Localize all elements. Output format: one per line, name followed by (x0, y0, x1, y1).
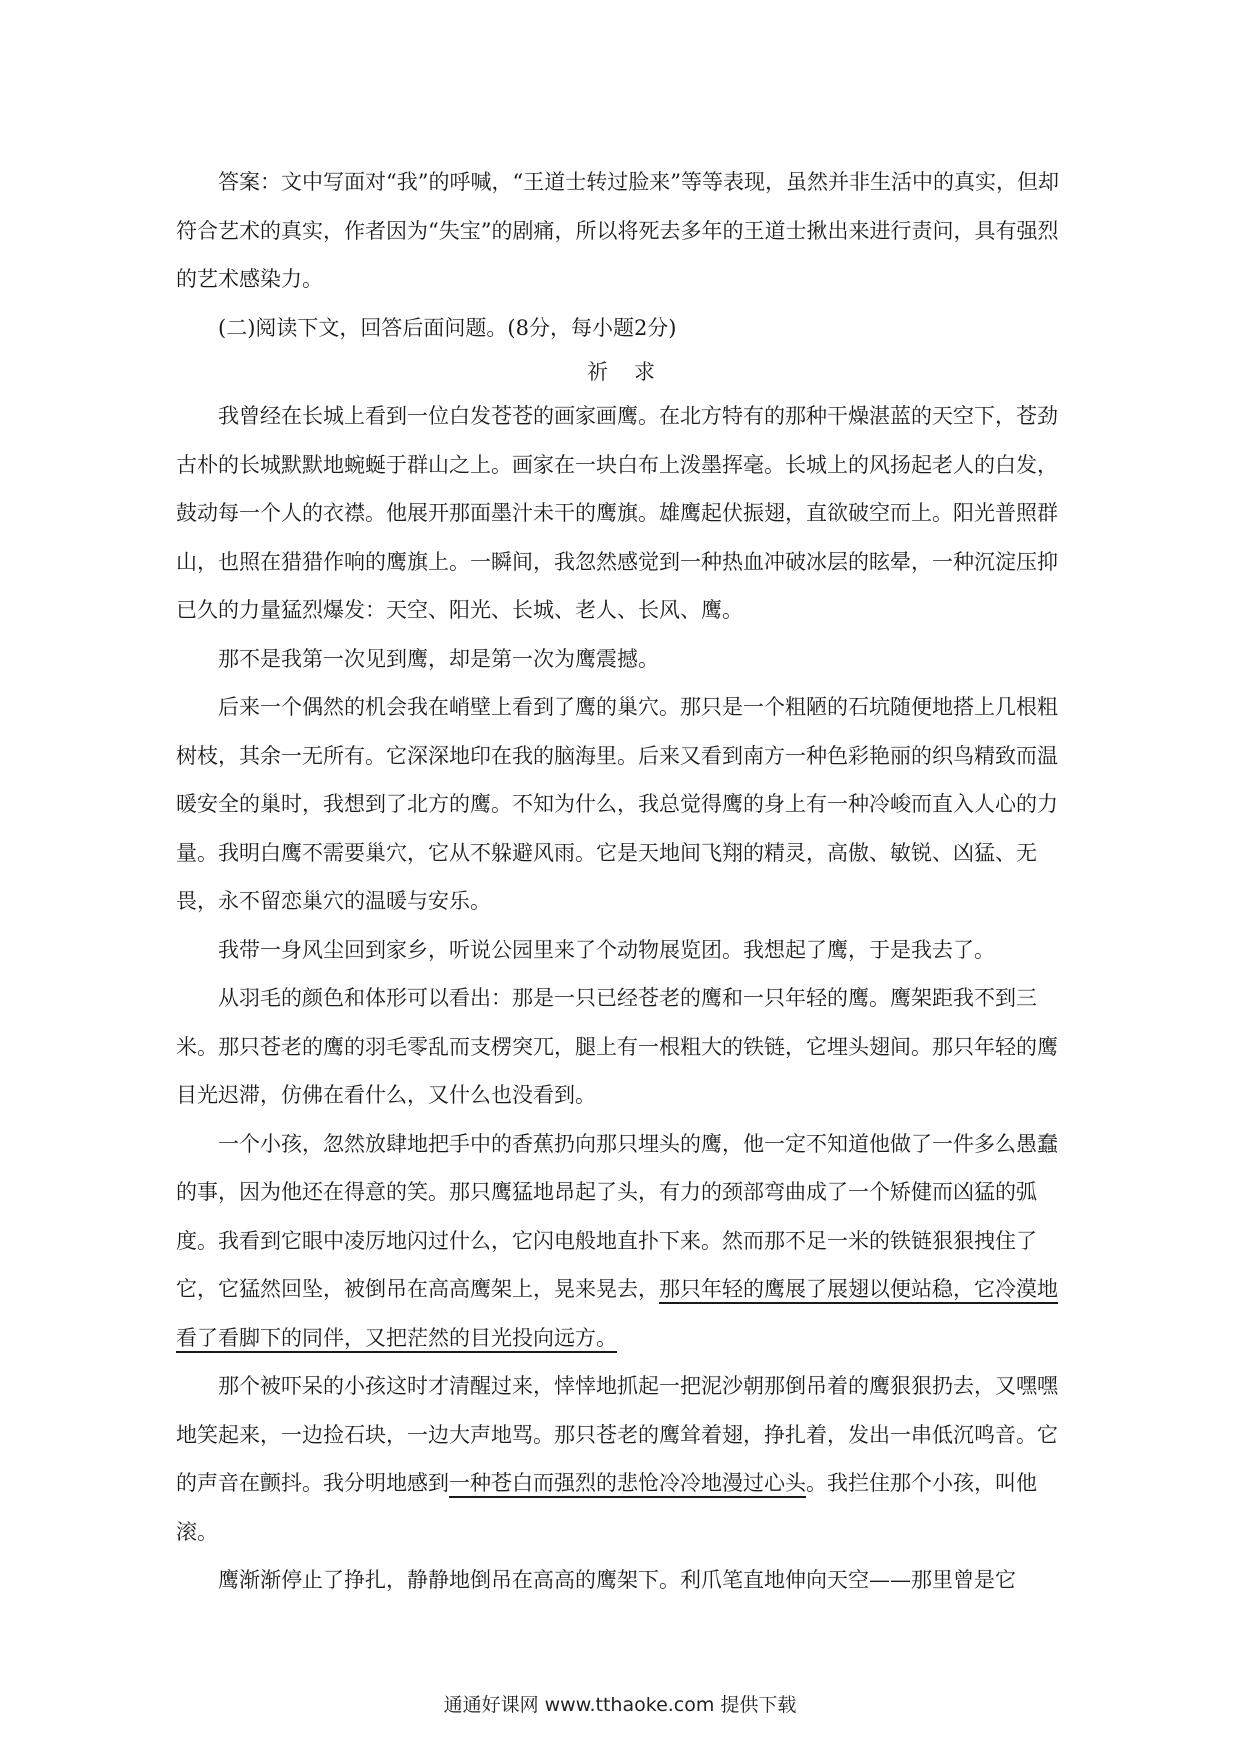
passage-paragraph-3: 后来一个偶然的机会我在峭壁上看到了鹰的巢穴。那只是一个粗陋的石坑随便地搭上几根粗树枝，其余一无所有。它深深地印在我的脑海里。后来又看到南方一种色彩艳丽的织鸟精致而温暖安全的巢时，我想到了北方的鹰。不知为什么，我总觉得鹰的身上有一种冷峻而直入人心的力量。我明白鹰不需要巢穴，它从不躲避风雨。它是天地间飞翔的精灵，高傲、敏锐、凶猛、无畏，永不留恋巢穴的温暖与安乐。 (176, 695, 1058, 913)
passage-paragraph-5: 从羽毛的颜色和体形可以看出：那是一只已经苍老的鹰和一只年轻的鹰。鹰架距我不到三米。那只苍老的鹰的羽毛零乱而支楞突兀，腿上有一根粗大的铁链，它埋头翅间。那只年轻的鹰目光迟滞，仿佛在看什么，又什么也没看到。 (176, 986, 1058, 1107)
page-footer: 通通好课网 www.tthaoke.com 提供下载 (443, 1694, 797, 1716)
answer-paragraph: 答案：文中写面对“我”的呼喊，“王道士转过脸来”等等表现，虽然并非生活中的真实，但却符合艺术的真实，作者因为“失宝”的剧痛，所以将死去多年的王道士揪出来进行责问，具有强烈的艺术感染力。 (176, 170, 1059, 291)
passage-paragraph-7 (176, 1362, 1066, 1556)
underlined-sentence-1: 那只年轻的鹰展了展翅以便站稳，它冷漠地看了看脚下的同伴，又把茫然的目光投向远方。 (176, 1277, 1058, 1350)
paragraph-6-text: 一个小孩，忽然放肆地把手中的香蕉扔向那只埋头的鹰，他一定不知道他做了一件多么愚蠢的事，因为他还在得意的笑。那只鹰猛地昂起了头，有力的颈部弯曲成了一个矫健而凶猛的弧度。我看到它眼中凌厉地闪过什么，它闪电般地直扑下来。然而那不足一米的铁链狠狠拽住了它，它猛然回坠，被倒吊在高高鹰架上，晃来晃去， (176, 1131, 1058, 1301)
paragraph-7-text-a: 那个被吓呆的小孩这时才清醒过来，悻悻地抓起一把泥沙朝那倒吊着的鹰狠狠扔去，又嘿嘿地笑起来，一边捡石块，一边大声地骂。那只苍老的鹰耸着翅，挣扎着，发出一串低沉鸣音。它的声音在颤抖。我分明地感到 (176, 1374, 1058, 1495)
paragraph-7-text-b: 。我拦住那个小孩，叫他滚。 (176, 1471, 1037, 1544)
passage-title: 祈求 (587, 360, 681, 384)
passage-paragraph-1: 我曾经在长城上看到一位白发苍苍的画家画鹰。在北方特有的那种干燥湛蓝的天空下，苍劲古朴的长城默默地蜿蜒于群山之上。画家在一块白布上泼墨挥毫。长城上的风扬起老人的白发，鼓动每一个人的衣襟。他展开那面墨汁未干的鹰旗。雄鹰起伏振翅，直欲破空而上。阳光普照群山，也照在猎猎作响的鹰旗上。一瞬间，我忽然感觉到一种热血冲破冰层的眩晕，一种沉淀压抑已久的力量猛烈爆发：天空、阳光、长城、老人、长风、鹰。 (176, 404, 1058, 622)
page-content (176, 158, 1066, 1605)
section-heading: (二)阅读下文，回答后面问题。(8分，每小题2分) (218, 315, 677, 340)
passage-paragraph-6 (176, 1120, 1066, 1363)
passage-paragraph-8: 鹰渐渐停止了挣扎，静静地倒吊在高高的鹰架下。利爪笔直地伸向天空——那里曾是它 (218, 1568, 1016, 1592)
passage-paragraph-2: 那不是我第一次见到鹰，却是第一次为鹰震撼。 (218, 646, 659, 671)
passage-paragraph-4: 我带一身风尘回到家乡，听说公园里来了个动物展览团。我想起了鹰，于是我去了。 (218, 937, 995, 962)
underlined-sentence-2: 一种苍白而强烈的悲怆冷冷地漫过心头 (449, 1471, 806, 1495)
